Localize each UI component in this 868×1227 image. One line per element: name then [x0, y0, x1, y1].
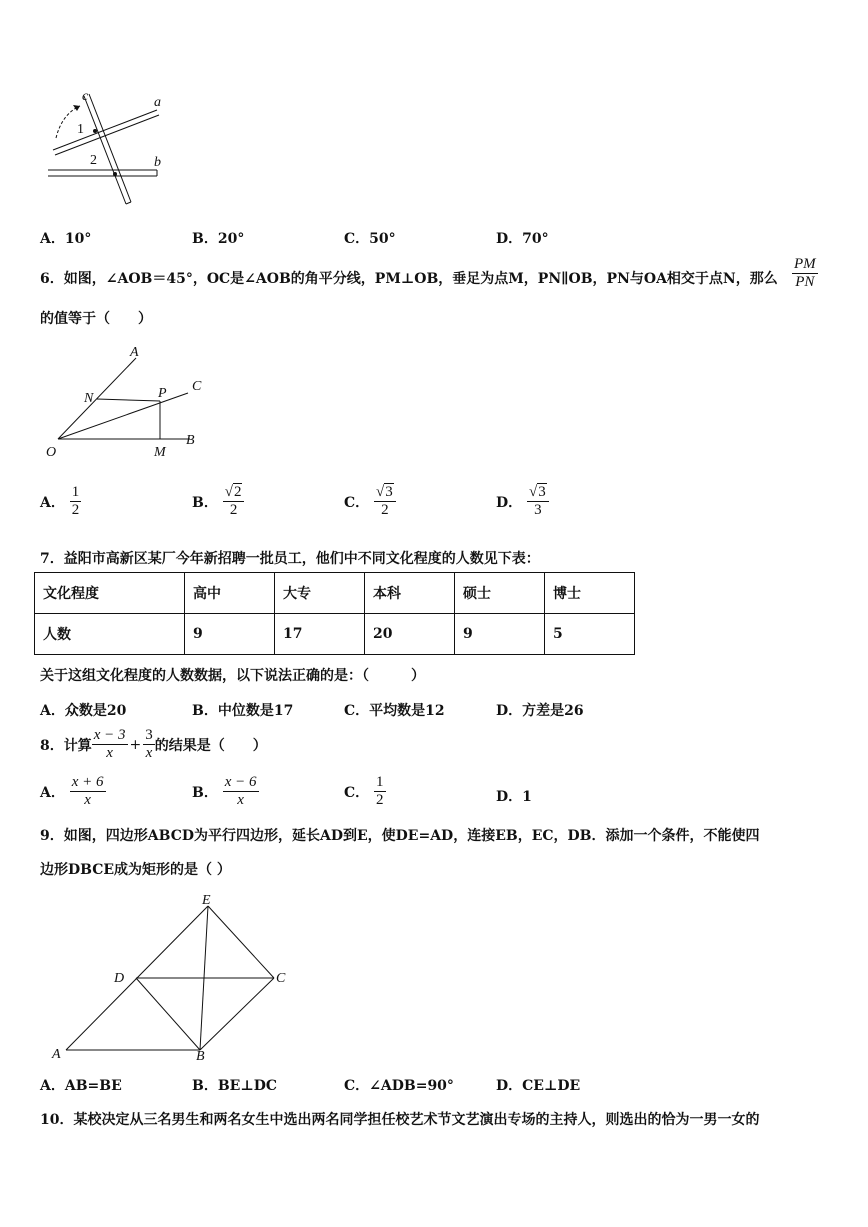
q9-figure — [44, 890, 304, 1066]
q9-stem-line1: 9．如图，四边形ABCD为平行四边形，延长AD到E，使DE=AD，连接EB，EC，DB．添加一个条件，不能使四 — [40, 828, 760, 844]
q6-option-d[interactable] — [496, 484, 549, 520]
q7-table-header-row — [35, 573, 635, 614]
q6-frac-num: PM — [792, 256, 818, 274]
q6-frac-den: PN — [795, 274, 815, 291]
q9-option-b[interactable]: B．BE⊥DC — [192, 1078, 278, 1094]
q7-table-data-row — [35, 614, 635, 655]
q7-data-cell: 17 — [275, 614, 365, 655]
q8-prefix: 8．计算 — [40, 737, 92, 754]
q9-label-c: C — [276, 971, 286, 986]
q9-option-d[interactable]: D．CE⊥DE — [496, 1078, 581, 1094]
q6-option-c[interactable] — [344, 484, 396, 520]
q10-stem: 10．某校决定从三名男生和两名女生中选出两名同学担任校艺术节文艺演出专场的主持人，则选出的恰为一男一女的 — [40, 1112, 760, 1128]
q6-stem-fraction — [792, 256, 818, 292]
q7-data-cell: 9 — [455, 614, 545, 655]
q6-label-c: C — [192, 379, 202, 394]
q5-figure — [40, 86, 180, 210]
q6-option-d-den: 3 — [534, 502, 542, 519]
q8-frac2-den: x — [145, 745, 153, 762]
q8-option-c[interactable] — [344, 774, 386, 810]
q6-option-a-label: A． — [40, 494, 65, 511]
q7-data-cell: 人数 — [35, 614, 185, 655]
q6-stem: 6．如图，∠AOB＝45°，OC是∠AOB的角平分线，PM⊥OB，垂足为点M，PN∥OB，PN与OA相交于点N，那么 — [40, 271, 778, 287]
q6-label-m: M — [154, 445, 166, 460]
q7-data-cell: 20 — [365, 614, 455, 655]
q7-header-cell: 大专 — [275, 573, 365, 614]
q6-option-c-label: C． — [344, 494, 370, 511]
q8-option-b-den: x — [237, 792, 244, 809]
q7-table — [34, 572, 635, 655]
q6-option-b-label: B． — [192, 494, 218, 511]
q5-option-a[interactable]: A．10° — [40, 231, 92, 247]
q8-plus: + — [129, 736, 142, 753]
q8-option-d[interactable]: D．1 — [496, 789, 532, 805]
q9-stem-line2: 边形DBCE成为矩形的是（ ） — [40, 862, 231, 878]
q7-option-c[interactable]: C．平均数是12 — [344, 703, 445, 719]
q6-label-a: A — [130, 345, 139, 360]
q7-option-b[interactable]: B．中位数是17 — [192, 703, 294, 719]
q8-option-c-num: 1 — [374, 774, 386, 792]
q8-option-a-label: A． — [40, 784, 65, 801]
q6-option-b-den: 2 — [229, 502, 238, 519]
q6-label-p: P — [158, 386, 167, 401]
q7-data-cell: 5 — [545, 614, 635, 655]
q6-option-c-sqrt: √3 — [376, 484, 393, 500]
q6-option-b-sqrt: √2 — [224, 484, 242, 500]
q8-suffix: 的结果是（ ） — [154, 737, 267, 754]
q7-option-d[interactable]: D．方差是26 — [496, 703, 584, 719]
q9-label-d: D — [114, 971, 125, 986]
q6-label-b: B — [186, 433, 195, 448]
q8-option-a-num: x + 6 — [70, 774, 106, 792]
q6-option-a-num: 1 — [70, 484, 82, 502]
q6-option-b-num: 2 — [233, 484, 242, 500]
q9-option-c[interactable]: C．∠ADB=90° — [344, 1078, 454, 1094]
q7-data-cell: 9 — [185, 614, 275, 655]
q5-label-1: 1 — [77, 122, 84, 137]
q8-option-b-num: x − 6 — [223, 774, 259, 792]
q8-option-c-den: 2 — [376, 792, 384, 809]
q6-label-n: N — [84, 391, 94, 406]
q9-label-b: B — [196, 1049, 205, 1064]
q5-option-c[interactable]: C．50° — [344, 231, 396, 247]
q5-option-d[interactable]: D．70° — [496, 231, 549, 247]
q8-option-c-label: C． — [344, 784, 370, 801]
q7-header-cell: 博士 — [545, 573, 635, 614]
q6-option-a[interactable] — [40, 484, 81, 520]
q8-stem — [40, 727, 267, 763]
q9-option-a[interactable]: A．AB=BE — [40, 1078, 122, 1094]
q7-stem: 7．益阳市高新区某厂今年新招聘一批员工，他们中不同文化程度的人数见下表： — [40, 551, 540, 567]
q5-label-a: a — [154, 95, 161, 110]
q8-option-b[interactable] — [192, 774, 259, 810]
q6-figure — [40, 342, 210, 464]
q7-header-cell: 硕士 — [455, 573, 545, 614]
q7-header-cell: 本科 — [365, 573, 455, 614]
q6-option-d-label: D． — [496, 494, 523, 511]
q6-option-c-num: 3 — [385, 484, 393, 500]
q9-label-a: A — [52, 1047, 61, 1062]
q8-frac1-num: x − 3 — [92, 727, 128, 745]
q6-label-o: O — [46, 445, 57, 460]
q7-option-a[interactable]: A．众数是20 — [40, 703, 127, 719]
q6-option-d-num: 3 — [538, 484, 546, 500]
q5-label-2: 2 — [90, 153, 97, 168]
q6-option-b[interactable] — [192, 484, 244, 520]
q5-label-b: b — [154, 155, 161, 170]
q7-header-cell: 文化程度 — [35, 573, 185, 614]
q8-option-a[interactable] — [40, 774, 106, 810]
q6-option-d-sqrt: √3 — [529, 484, 546, 500]
q8-option-a-den: x — [84, 792, 91, 809]
q8-option-b-label: B． — [192, 784, 218, 801]
q6-option-c-den: 2 — [381, 502, 389, 519]
q7-question: 关于这组文化程度的人数数据，以下说法正确的是：（ ） — [40, 668, 425, 684]
q8-frac1-den: x — [106, 745, 113, 762]
q8-frac2-num: 3 — [143, 727, 155, 745]
q6-option-a-den: 2 — [71, 502, 80, 519]
q6-stem-end: 的值等于（ ） — [40, 311, 152, 327]
q5-option-b[interactable]: B．20° — [192, 231, 245, 247]
q7-header-cell: 高中 — [185, 573, 275, 614]
q5-label-c: c — [82, 89, 89, 104]
q9-label-e: E — [202, 893, 211, 908]
